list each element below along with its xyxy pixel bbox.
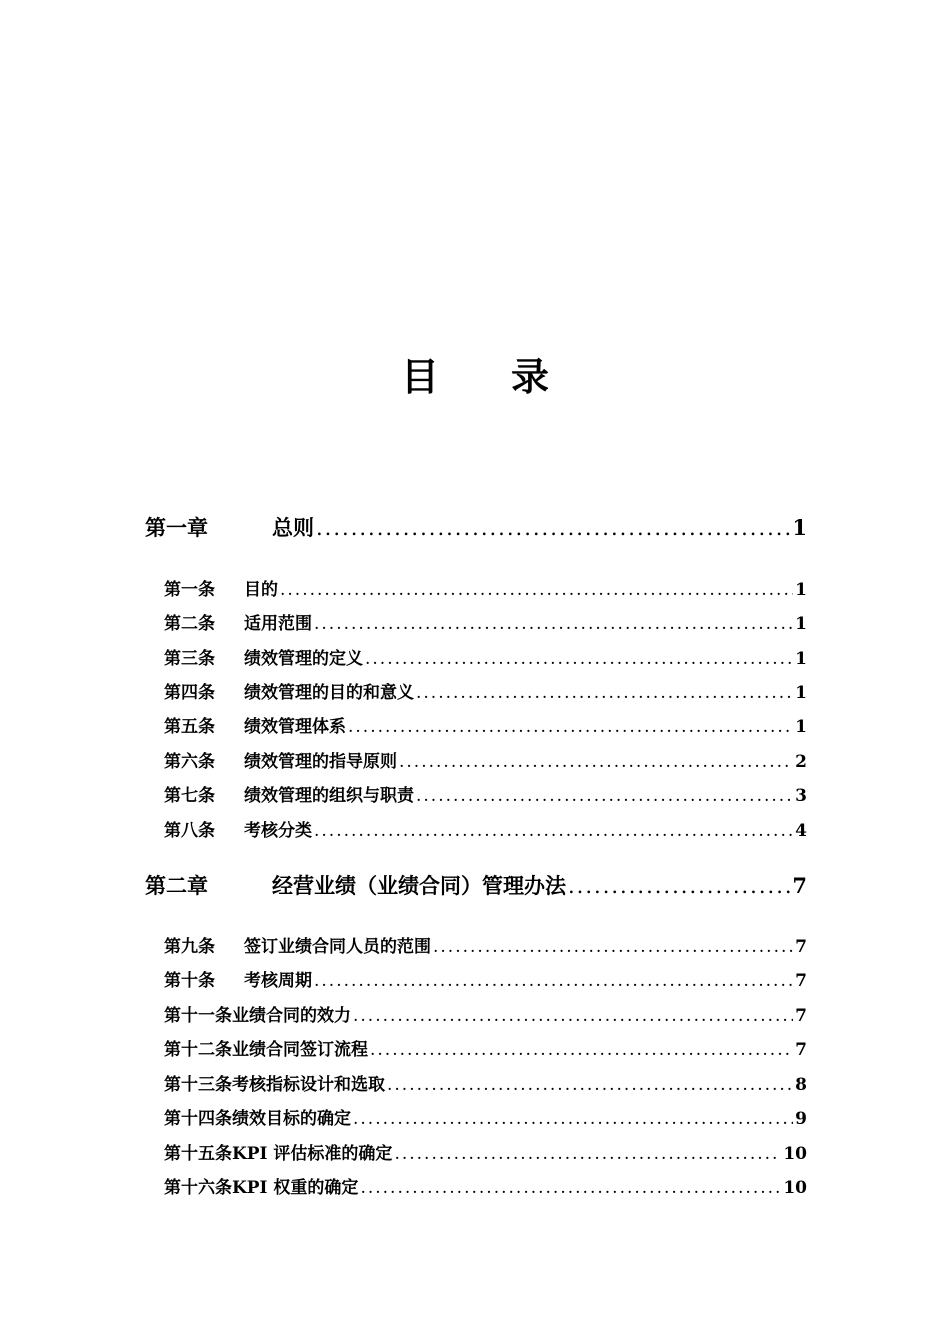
dot-leader <box>316 516 790 540</box>
article-number: 第五条 <box>164 717 215 737</box>
dot-leader <box>314 821 793 841</box>
article-number: 第十四条 <box>164 1109 232 1129</box>
article-number: 第九条 <box>164 937 215 957</box>
page-number: 3 <box>795 786 807 806</box>
article-number: 第三条 <box>164 649 215 669</box>
toc-article-entry[interactable] <box>164 678 807 703</box>
article-number: 第七条 <box>164 786 215 806</box>
toc-article-entry[interactable] <box>164 1104 807 1129</box>
article-number: 第一条 <box>164 580 215 600</box>
page-number: 9 <box>795 1109 807 1129</box>
dot-leader <box>314 614 793 634</box>
article-number: 第十二条 <box>164 1040 232 1060</box>
toc-article-entry[interactable] <box>164 1139 807 1164</box>
dot-leader <box>348 717 793 737</box>
toc-chapter-entry[interactable] <box>145 870 807 900</box>
article-title: 绩效管理的目的和意义 <box>244 683 414 703</box>
page-number: 1 <box>792 515 807 540</box>
chapter-title: 经营业绩（业绩合同）管理办法 <box>272 873 566 898</box>
article-title: 业绩合同签订流程 <box>232 1040 368 1060</box>
article-number: 第六条 <box>164 752 215 772</box>
toc-article-entry[interactable] <box>164 1035 807 1060</box>
article-title: 考核周期 <box>244 971 312 991</box>
page-number: 4 <box>795 821 807 841</box>
dot-leader <box>387 1075 793 1095</box>
dot-leader <box>568 874 790 898</box>
article-number: 第四条 <box>164 683 215 703</box>
toc-article-entry[interactable] <box>164 712 807 737</box>
dot-leader <box>353 1006 793 1026</box>
article-number: 第十条 <box>164 971 215 991</box>
page-number: 7 <box>795 1006 807 1026</box>
chapter-number: 第一章 <box>145 515 208 540</box>
dot-leader <box>394 1144 781 1164</box>
article-title: 绩效管理的组织与职责 <box>244 786 414 806</box>
toc-article-entry[interactable] <box>164 747 807 772</box>
toc-article-entry[interactable] <box>164 966 807 991</box>
page-number: 1 <box>795 614 807 634</box>
toc-article-entry[interactable] <box>164 575 807 600</box>
toc-chapter-entry[interactable] <box>145 512 807 542</box>
page-number: 7 <box>795 1040 807 1060</box>
article-number: 第十三条 <box>164 1075 232 1095</box>
toc-heading <box>0 346 950 401</box>
dot-leader <box>416 683 793 703</box>
toc-heading-char: 录 <box>511 354 550 399</box>
page-number: 1 <box>795 683 807 703</box>
dot-leader <box>416 786 793 806</box>
article-title: 签订业绩合同人员的范围 <box>244 937 431 957</box>
dot-leader <box>365 649 793 669</box>
toc-article-entry[interactable] <box>164 644 807 669</box>
page-number: 2 <box>795 752 807 772</box>
article-number: 第十六条 <box>164 1178 232 1198</box>
page-number: 1 <box>795 717 807 737</box>
page-number: 8 <box>795 1075 807 1095</box>
article-title: 绩效管理的指导原则 <box>244 752 397 772</box>
article-title: KPI 评估标准的确定 <box>232 1144 393 1164</box>
toc-heading-char: 目 <box>400 354 439 399</box>
page-number: 10 <box>783 1178 807 1198</box>
dot-leader <box>370 1040 793 1060</box>
page-number: 7 <box>792 873 807 898</box>
toc-article-entry[interactable] <box>164 1173 807 1198</box>
toc-article-entry[interactable] <box>164 781 807 806</box>
dot-leader <box>360 1178 781 1198</box>
article-number: 第十五条 <box>164 1144 232 1164</box>
page-number: 7 <box>795 937 807 957</box>
article-title: 绩效管理体系 <box>244 717 346 737</box>
chapter-title: 总则 <box>272 515 314 540</box>
dot-leader <box>314 971 793 991</box>
toc-article-entry[interactable] <box>164 609 807 634</box>
article-title: 绩效目标的确定 <box>232 1109 351 1129</box>
article-number: 第十一条 <box>164 1006 232 1026</box>
page-number: 10 <box>783 1144 807 1164</box>
dot-leader <box>353 1109 793 1129</box>
toc-article-entry[interactable] <box>164 932 807 957</box>
article-title: 目的 <box>244 580 278 600</box>
chapter-number: 第二章 <box>145 873 208 898</box>
dot-leader <box>280 580 793 600</box>
page-number: 7 <box>795 971 807 991</box>
article-title: 考核指标设计和选取 <box>232 1075 385 1095</box>
page-number: 1 <box>795 580 807 600</box>
article-number: 第八条 <box>164 821 215 841</box>
toc-article-entry[interactable] <box>164 1001 807 1026</box>
article-title: 适用范围 <box>244 614 312 634</box>
article-title: 业绩合同的效力 <box>232 1006 351 1026</box>
article-title: 绩效管理的定义 <box>244 649 363 669</box>
toc-article-entry[interactable] <box>164 816 807 841</box>
toc-article-entry[interactable] <box>164 1070 807 1095</box>
page-number: 1 <box>795 649 807 669</box>
dot-leader <box>399 752 793 772</box>
article-title: 考核分类 <box>244 821 312 841</box>
article-number: 第二条 <box>164 614 215 634</box>
dot-leader <box>433 937 793 957</box>
article-title: KPI 权重的确定 <box>232 1178 359 1198</box>
